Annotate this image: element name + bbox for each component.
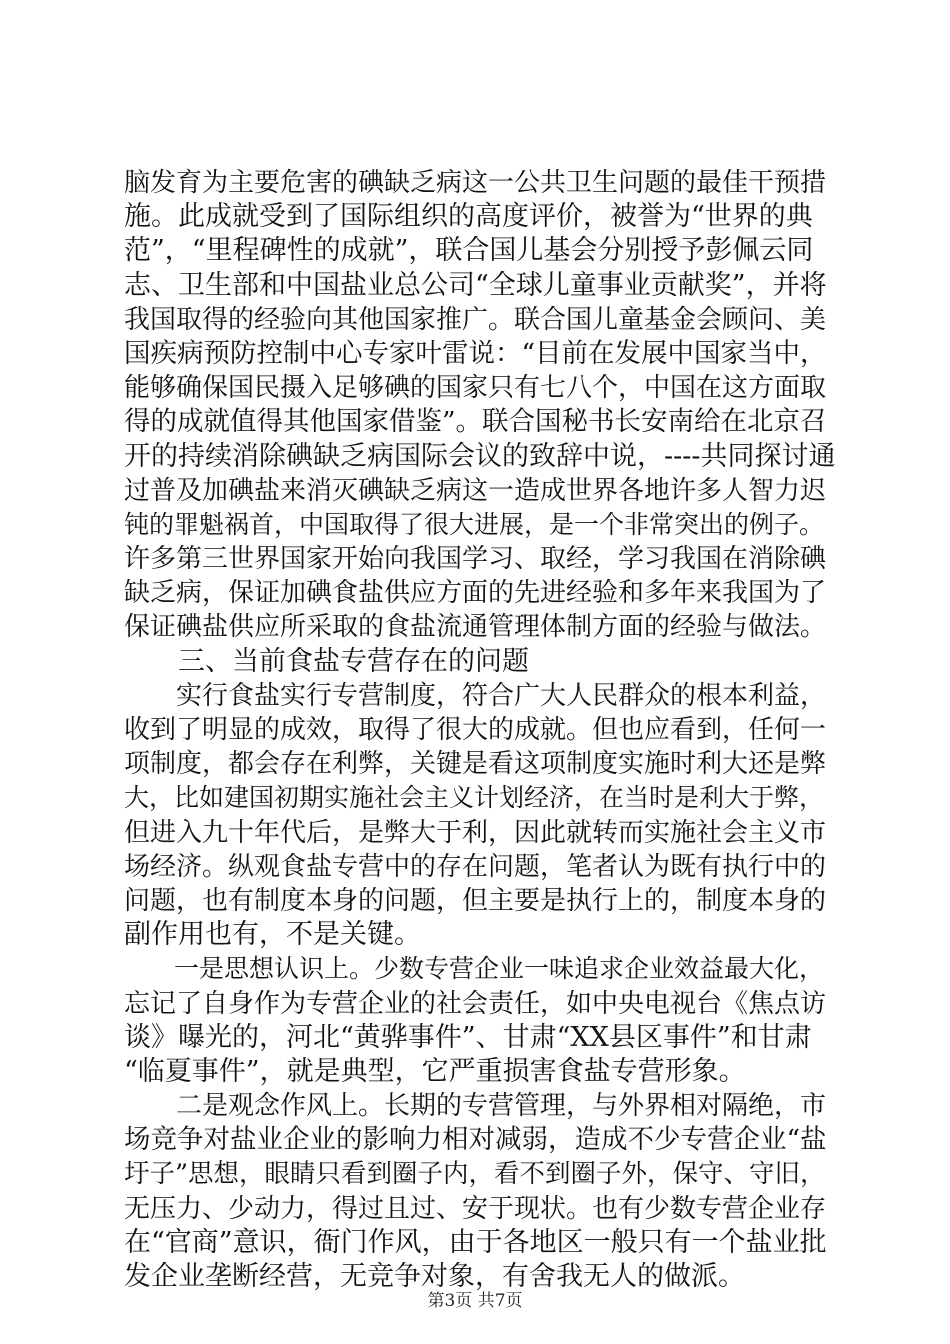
text-line: 钝的罪魁祸首，中国取得了很大进展，是一个非常突出的例子。 (124, 509, 825, 539)
text-line: 无压力、少动力，得过且过、安于现状。也有少数专营企业存 (124, 1193, 827, 1224)
text-line: 发企业垄断经营，无竞争对象，有舍我无人的做派。 (124, 1261, 745, 1292)
text-line: 范”，“里程碑性的成就”，联合国儿基会分别授予彭佩云同 (124, 235, 814, 267)
text-line: 国疾病预防控制中心专家叶雷说：“目前在发展中国家当中， (124, 337, 827, 369)
text-line: 一是思想认识上。少数专营企业一味追求企业效益最大化， (124, 954, 825, 984)
text-line: 项制度，都会存在利弊，关键是看这项制度实施时利大还是弊 (124, 749, 827, 780)
text-line: 能够确保国民摄入足够碘的国家只有七八个，中国在这方面取 (124, 373, 827, 404)
text-line: 场经济。纵观食盐专营中的存在问题，笔者认为既有执行中的 (124, 851, 827, 882)
text-line: 收到了明显的成效，取得了很大的成就。但也应看到，任何一 (124, 715, 827, 745)
text-line: 大，比如建国初期实施社会主义计划经济，在当时是利大于弊， (124, 783, 825, 813)
text-line: 圩子”思想，眼睛只看到圈子内，看不到圈子外，保守、守旧， (124, 1159, 826, 1190)
text-line: 二是观念作风上。长期的专营管理，与外界相对隔绝，市 (124, 1091, 827, 1122)
text-line: 忘记了自身作为专营企业的社会责任，如中央电视台《焦点访 (124, 988, 827, 1019)
text-line: 脑发育为主要危害的碘缺乏病这一公共卫生问题的最佳干预措 (124, 168, 827, 198)
text-line: 得的成就值得其他国家借鉴”。联合国秘书长安南给在北京召 (124, 406, 827, 438)
text-line: 但进入九十年代后，是弊大于利，因此就转而实施社会主义市 (124, 817, 827, 848)
text-line: 过普及加碘盐来消灭碘缺乏病这一造成世界各地许多人智力迟 (124, 475, 827, 506)
text-line: 在“官商”意识，衙门作风，由于各地区一般只有一个盐业批 (124, 1226, 827, 1258)
text-line: 志、卫生部和中国盐业总公司“全球儿童事业贡献奖”，并将 (124, 269, 827, 301)
text-line: 谈》曝光的，河北“黄骅事件”、甘肃“XX县区事件”和甘肃 (124, 1021, 812, 1053)
text-line: 实行食盐实行专营制度，符合广大人民群众的根本利益， (124, 680, 827, 711)
text-line: “临夏事件”，就是典型，它严重损害食盐专营形象。 (124, 1055, 746, 1087)
text-line: 缺乏病，保证加碘食盐供应方面的先进经验和多年来我国为了 (124, 578, 827, 609)
text-line: 施。此成就受到了国际组织的高度评价，被誉为“世界的典 (124, 201, 813, 233)
text-line: 许多第三世界国家开始向我国学习、取经，学习我国在消除碘 (124, 544, 827, 575)
page-footer: 第3页 共7页 (427, 1291, 523, 1311)
text-line: 副作用也有，不是关键。 (124, 919, 421, 951)
text-line: 问题，也有制度本身的问题，但主要是执行上的，制度本身的 (124, 885, 827, 916)
text-line: 我国取得的经验向其他国家推广。联合国儿童基金会顾问、美 (124, 304, 827, 335)
text-line: 保证碘盐供应所采取的食盐流通管理体制方面的经验与做法。 (124, 612, 827, 643)
text-line: 三、当前食盐专营存在的问题 (124, 645, 529, 677)
text-line: 场竞争对盐业企业的影响力相对减弱，造成不少专营企业“盐 (124, 1124, 827, 1156)
text-line: 开的持续消除碘缺乏病国际会议的致辞中说，----共同探讨通 (124, 440, 836, 472)
document-body (124, 166, 836, 1294)
